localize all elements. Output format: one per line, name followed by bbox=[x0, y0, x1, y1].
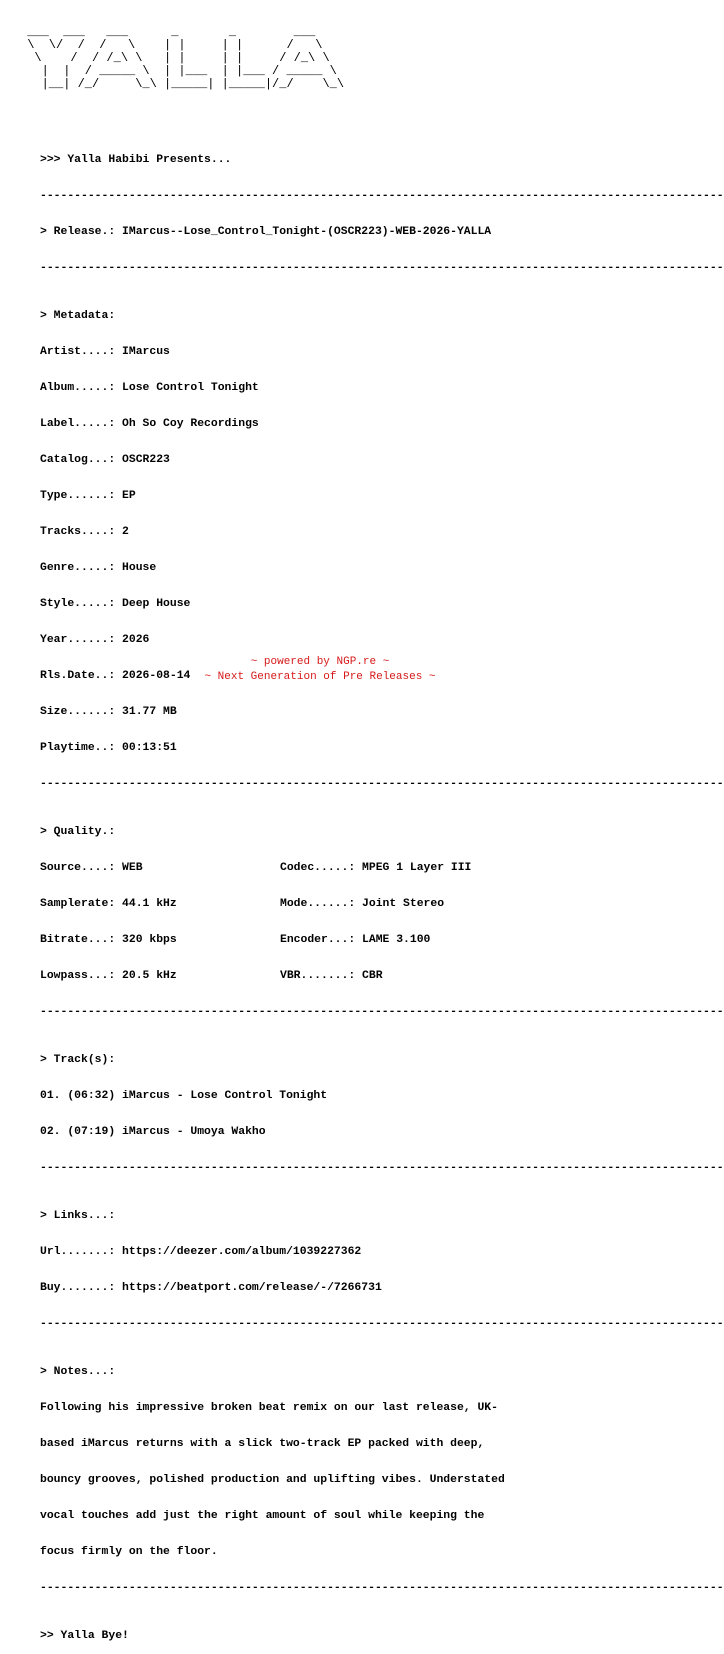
quality-source: Source....: WEB bbox=[40, 862, 143, 874]
separator: ---------------------------------------------------------------------------------------------------- bbox=[40, 1162, 724, 1174]
notes-line: Following his impressive broken beat remix on our last release, UK- bbox=[40, 1402, 498, 1414]
quality-row bbox=[40, 862, 724, 874]
metadata-style: Style.....: Deep House bbox=[40, 598, 191, 610]
track-item: 02. (07:19) iMarcus - Umoya Wakho bbox=[40, 1126, 266, 1138]
quality-vbr: VBR.......: CBR bbox=[280, 970, 383, 982]
notes-line: based iMarcus returns with a slick two-track EP packed with deep, bbox=[40, 1438, 485, 1450]
quality-row bbox=[40, 934, 724, 946]
release-line: > Release.: IMarcus--Lose_Control_Tonight-(OSCR223)-WEB-2026-YALLA bbox=[40, 226, 492, 238]
separator: ---------------------------------------------------------------------------------------------------- bbox=[40, 1006, 724, 1018]
yalla-ascii-logo: ___ ___ ___ _ _ ___ \ \/ / / \ | | | | / \ \ / / /_\ \ | | | | / /_\ \ | | / _____ \ | |___ | |___ / _____ \ |__| /_/ \_\ |_____| |_____|/_/ \_\ bbox=[27, 25, 345, 91]
separator: ---------------------------------------------------------------------------------------------------- bbox=[40, 778, 724, 790]
metadata-header: > Metadata: bbox=[40, 310, 116, 322]
metadata-size: Size......: 31.77 MB bbox=[40, 706, 177, 718]
notes-line: bouncy grooves, polished production and uplifting vibes. Understated bbox=[40, 1474, 505, 1486]
metadata-rls-date: Rls.Date..: 2026-08-14 bbox=[40, 670, 191, 682]
quality-row bbox=[40, 970, 724, 982]
quality-mode: Mode......: Joint Stereo bbox=[280, 898, 445, 910]
metadata-year: Year......: 2026 bbox=[40, 634, 150, 646]
metadata-genre: Genre.....: House bbox=[40, 562, 157, 574]
track-item: 01. (06:32) iMarcus - Lose Control Tonight bbox=[40, 1090, 328, 1102]
notes-header: > Notes...: bbox=[40, 1366, 116, 1378]
metadata-type: Type......: EP bbox=[40, 490, 136, 502]
metadata-catalog: Catalog...: OSCR223 bbox=[40, 454, 170, 466]
metadata-label: Label.....: Oh So Coy Recordings bbox=[40, 418, 259, 430]
quality-samplerate: Samplerate: 44.1 kHz bbox=[40, 898, 177, 910]
quality-bitrate: Bitrate...: 320 kbps bbox=[40, 934, 177, 946]
quality-lowpass: Lowpass...: 20.5 kHz bbox=[40, 970, 177, 982]
bye-line: >> Yalla Bye! bbox=[40, 1630, 129, 1642]
link-buy[interactable]: Buy.......: https://beatport.com/release/-/7266731 bbox=[40, 1282, 382, 1294]
quality-row bbox=[40, 898, 724, 910]
notes-line: focus firmly on the floor. bbox=[40, 1546, 218, 1558]
quality-codec: Codec.....: MPEG 1 Layer III bbox=[280, 862, 472, 874]
metadata-artist: Artist....: IMarcus bbox=[40, 346, 170, 358]
presents-line: >>> Yalla Habibi Presents... bbox=[40, 154, 232, 166]
separator: ---------------------------------------------------------------------------------------------------- bbox=[40, 190, 724, 202]
separator: ---------------------------------------------------------------------------------------------------- bbox=[40, 1318, 724, 1330]
metadata-playtime: Playtime..: 00:13:51 bbox=[40, 742, 177, 754]
tracks-header: > Track(s): bbox=[40, 1054, 116, 1066]
links-header: > Links...: bbox=[40, 1210, 116, 1222]
nfo-text bbox=[40, 130, 724, 1654]
quality-header: > Quality.: bbox=[40, 826, 116, 838]
separator: ---------------------------------------------------------------------------------------------------- bbox=[40, 262, 724, 274]
quality-encoder: Encoder...: LAME 3.100 bbox=[280, 934, 431, 946]
footer-powered-by[interactable]: ~ powered by NGP.re ~ bbox=[250, 656, 390, 668]
separator: ---------------------------------------------------------------------------------------------------- bbox=[40, 1582, 724, 1594]
link-url[interactable]: Url.......: https://deezer.com/album/1039227362 bbox=[40, 1246, 362, 1258]
metadata-album: Album.....: Lose Control Tonight bbox=[40, 382, 259, 394]
notes-line: vocal touches add just the right amount of soul while keeping the bbox=[40, 1510, 485, 1522]
metadata-tracks: Tracks....: 2 bbox=[40, 526, 129, 538]
footer-tagline: ~ Next Generation of Pre Releases ~ bbox=[204, 671, 436, 683]
